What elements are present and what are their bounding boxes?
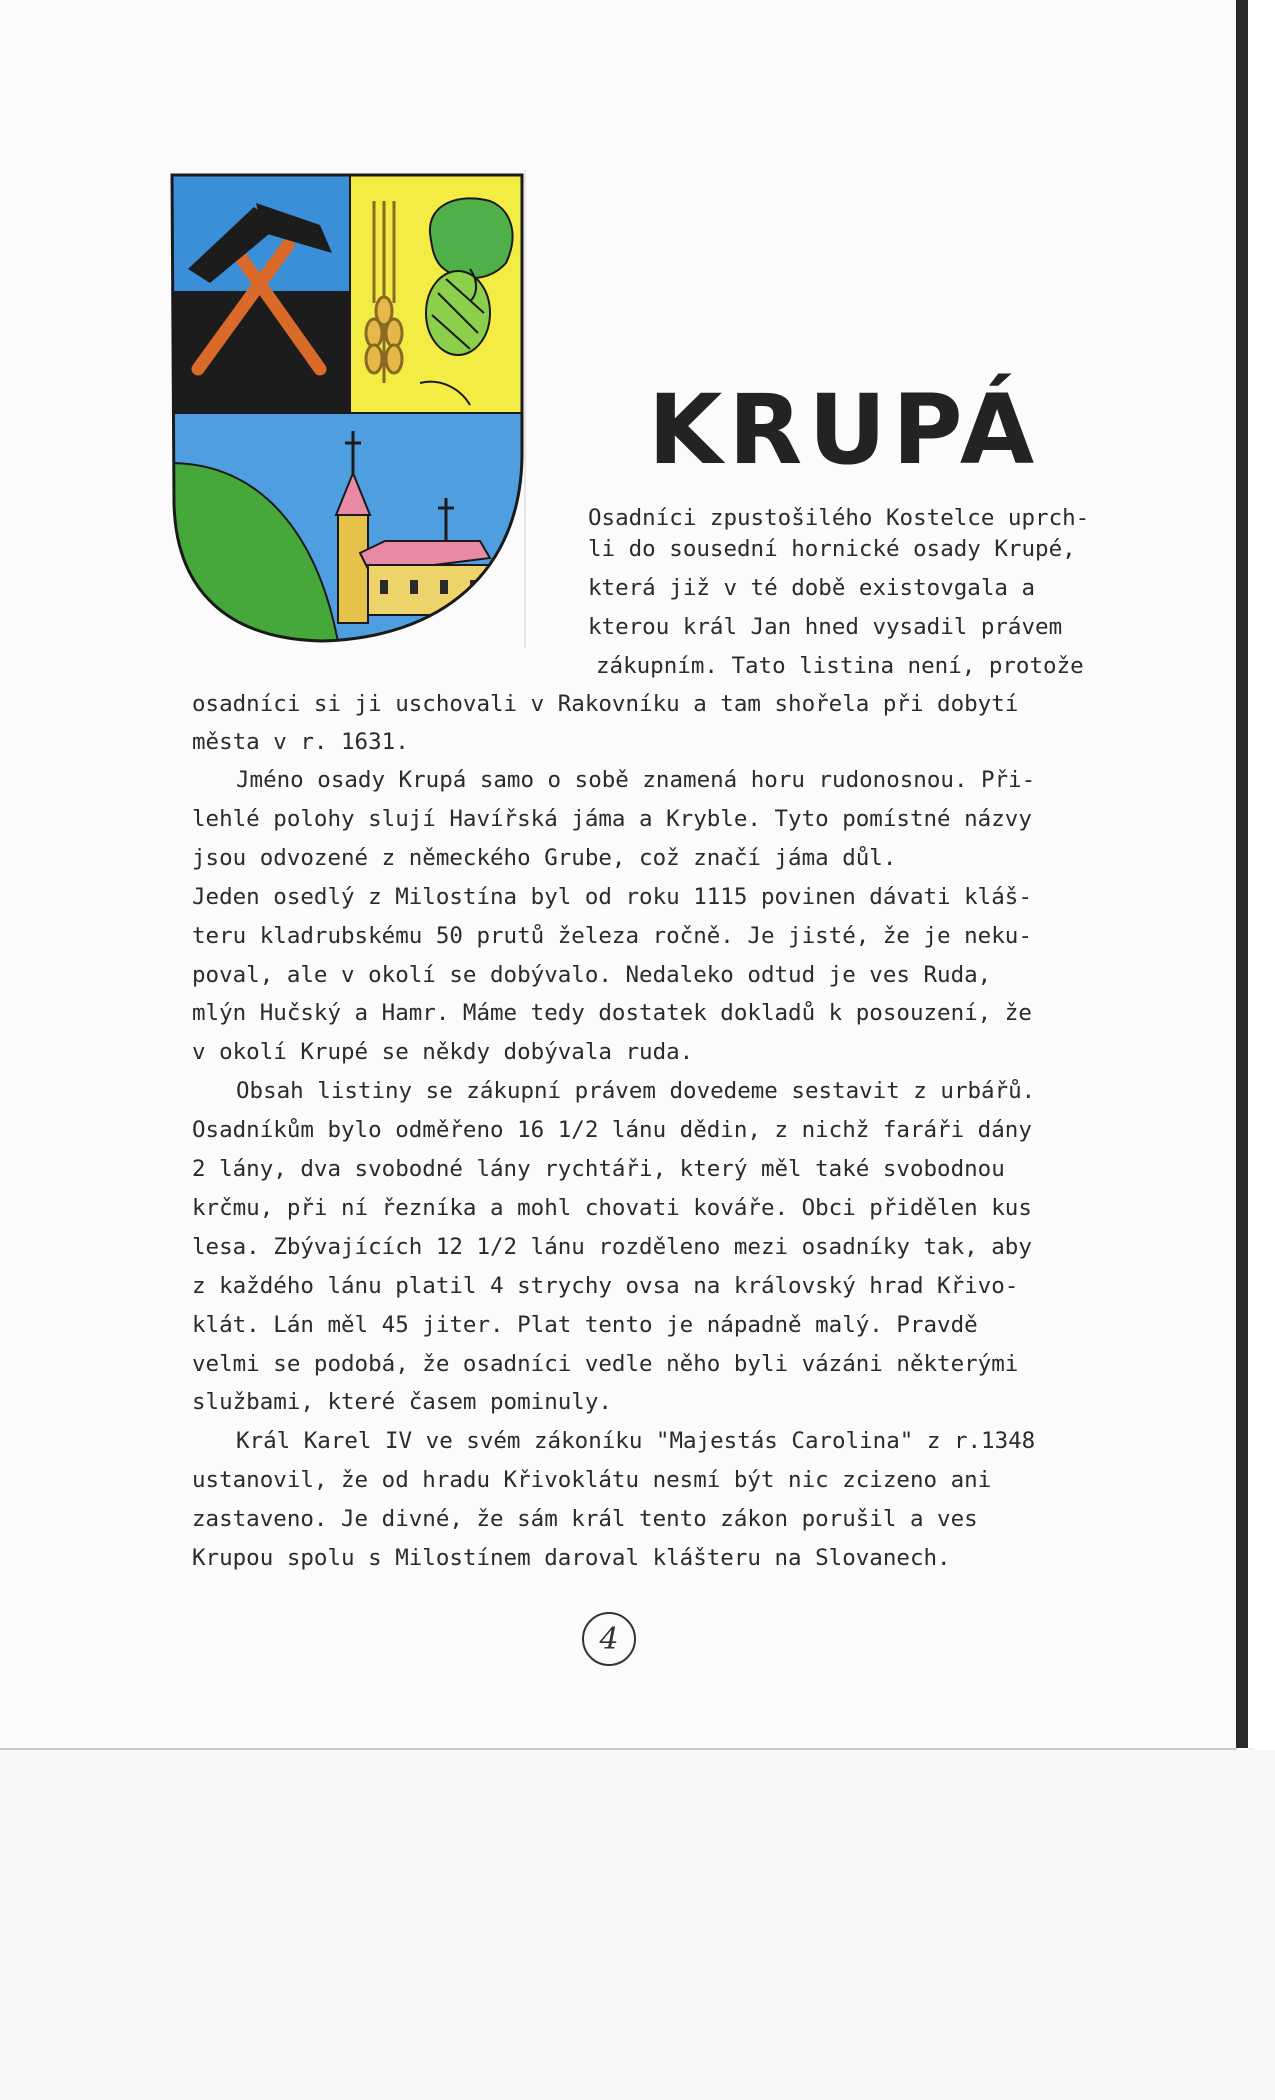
page-number-label: 4 (599, 1621, 619, 1657)
text-line: lehlé polohy slují Havířská jáma a Kryble. Tyto pomístné názvy (192, 806, 1032, 832)
text-line: lesa. Zbývajících 12 1/2 lánu rozděleno mezi osadníky tak, aby (192, 1234, 1032, 1260)
text-line: jsou odvozené z německého Grube, což značí jáma důl. (192, 845, 897, 871)
text-line: zákupním. Tato listina není, protože (596, 653, 1084, 679)
text-line: která již v té době existovgala a (588, 575, 1036, 601)
text-line: Jméno osady Krupá samo o sobě znamená horu rudonosnou. Při- (236, 767, 1036, 793)
page-number (582, 1612, 636, 1666)
text-line: osadníci si ji uschovali v Rakovníku a tam shořela při dobytí (192, 691, 1019, 717)
text-line: z každého lánu platil 4 strychy ovsa na královský hrad Křivo- (192, 1273, 1019, 1299)
crest-church-tower (338, 513, 368, 623)
text-line: Král Karel IV ve svém zákoníku "Majestás Carolina" z r.1348 (236, 1428, 1036, 1454)
text-line: Krupou spolu s Milostínem daroval klášteru na Slovanech. (192, 1545, 951, 1571)
text-line: zastaveno. Je divné, že sám král tento zákon porušil a ves (192, 1506, 978, 1532)
text-line: v okolí Krupé se někdy dobývala ruda. (192, 1039, 694, 1065)
text-line: službami, které časem pominuly. (192, 1389, 612, 1415)
text-line: klát. Lán měl 45 jiter. Plat tento je nápadně malý. Pravdě (192, 1312, 978, 1338)
text-line: Osadníkům bylo odměřeno 16 1/2 lánu dědin, z nichž faráři dány (192, 1117, 1032, 1143)
coat-of-arms-icon (170, 173, 530, 645)
text-line: ustanovil, že od hradu Křivoklátu nesmí být nic zcizeno ani (192, 1467, 992, 1493)
text-line: velmi se podobá, že osadníci vedle něho byli vázáni některými (192, 1351, 1019, 1377)
scan-edge (1236, 0, 1248, 1748)
text-line: krčmu, při ní řezníka a mohl chovati kováře. Obci přidělen kus (192, 1195, 1032, 1221)
text-line: Osadníci zpustošilého Kostelce uprch- (588, 505, 1090, 531)
text-line: 2 lány, dva svobodné lány rychtáři, který měl také svobodnou (192, 1156, 1005, 1182)
text-line: mlýn Hučský a Hamr. Máme tedy dostatek dokladů k posouzení, že (192, 1000, 1032, 1026)
text-line: města v r. 1631. (192, 729, 409, 755)
text-line: li do sousední hornické osady Krupé, (588, 536, 1076, 562)
scanner-background (0, 1750, 1275, 2100)
text-line: poval, ale v okolí se dobývalo. Nedaleko odtud je ves Ruda, (192, 962, 992, 988)
page-title: KRUPÁ (648, 374, 1041, 487)
text-line: Jeden osedlý z Milostína byl od roku 1115 povinen dávati kláš- (192, 884, 1032, 910)
text-line: teru kladrubskému 50 prutů železa ročně. Je jisté, že je neku- (192, 923, 1032, 949)
crest-black-field (170, 291, 350, 413)
text-line: kterou král Jan hned vysadil právem (588, 614, 1063, 640)
text-line: Obsah listiny se zákupní právem dovedeme sestavit z urbářů. (236, 1078, 1036, 1104)
